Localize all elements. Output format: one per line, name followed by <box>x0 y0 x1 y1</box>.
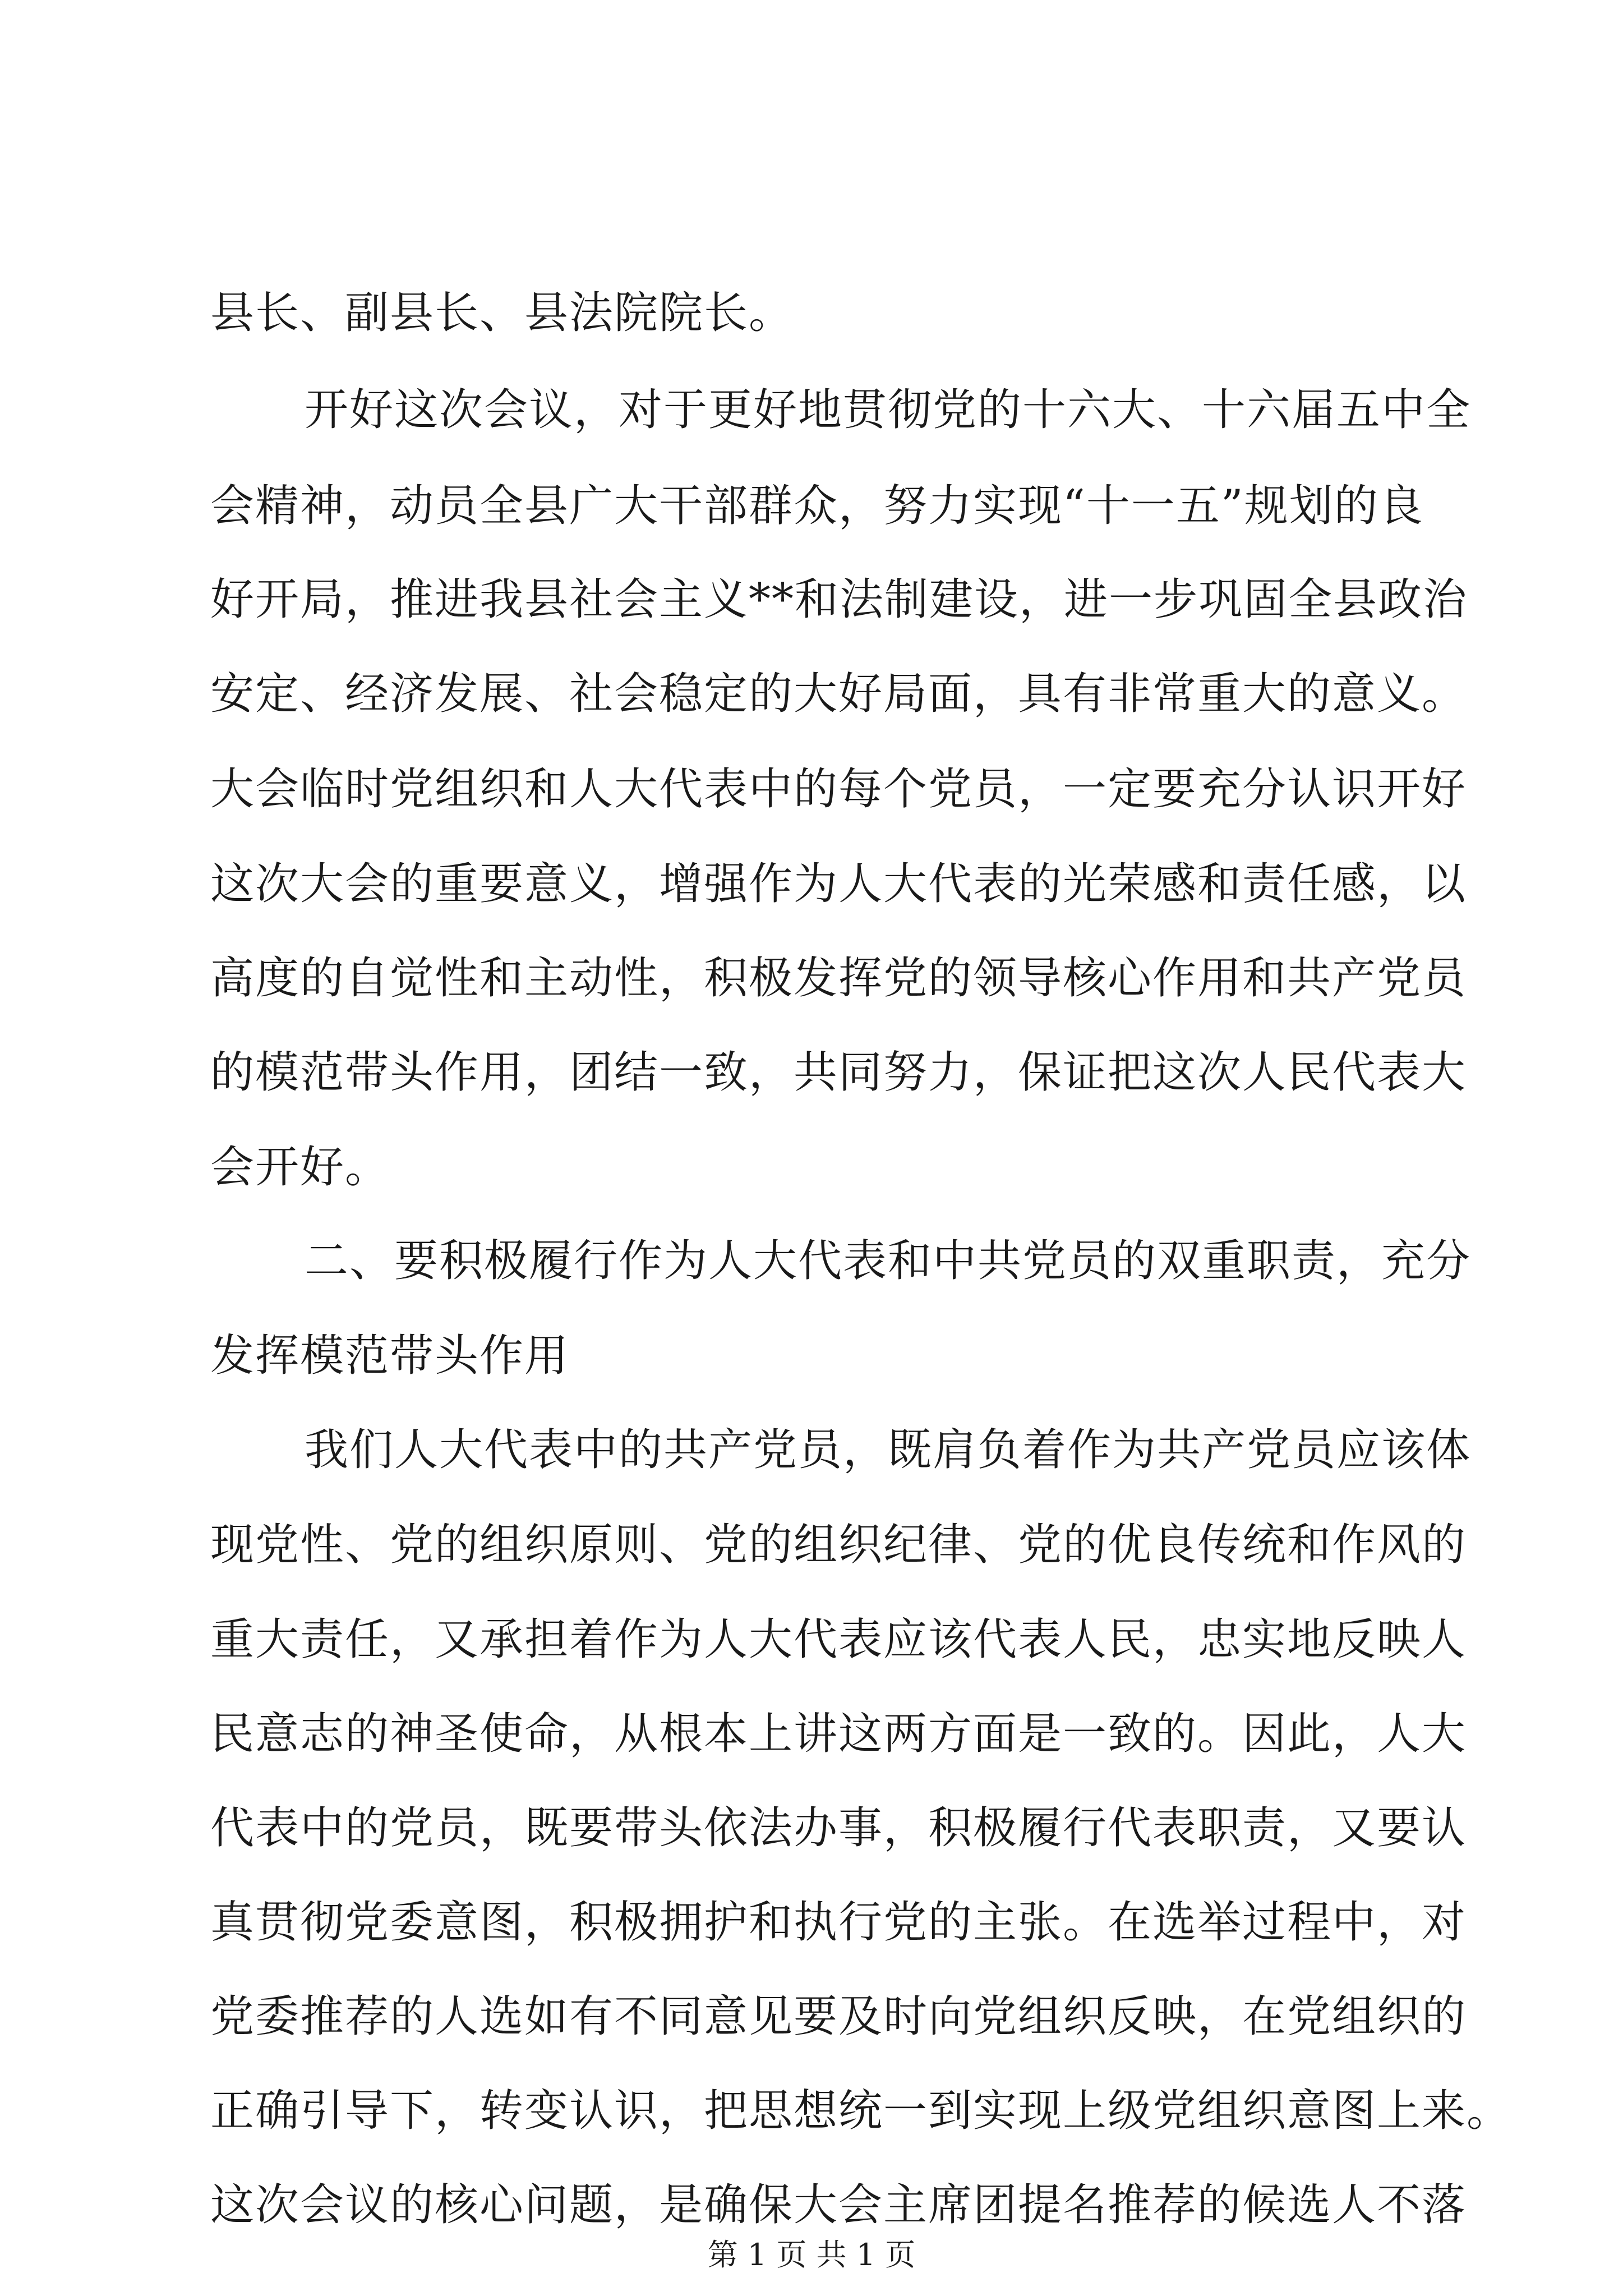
text-line-18: 真贯彻党委意图，积极拥护和执行党的主张。在选举过程中，对 <box>210 1897 1467 1948</box>
text-line-20: 正确引导下，转变认识，把思想统一到实现上级党组织意图上来。 <box>210 2086 1512 2136</box>
text-line-9: 的模范带头作用，团结一致，共同努力，保证把这次人民代表大 <box>210 1047 1467 1098</box>
text-line-17: 代表中的党员，既要带头依法办事，积极履行代表职责，又要认 <box>210 1803 1467 1853</box>
text-line-16: 民意志的神圣使命，从根本上讲这两方面是一致的。因此，人大 <box>210 1709 1467 1759</box>
text-line-14: 现党性、党的组织原则、党的组织纪律、党的优良传统和作风的 <box>210 1520 1467 1570</box>
text-line-10: 会开好。 <box>210 1142 390 1193</box>
text-line-15: 重大责任，又承担着作为人大代表应该代表人民，忠实地反映人 <box>210 1614 1467 1665</box>
text-line-4: 好开局，推进我县社会主义**和法制建设，进一步巩固全县政治 <box>210 574 1468 625</box>
text-line-6: 大会临时党组织和人大代表中的每个党员，一定要充分认识开好 <box>210 764 1467 815</box>
text-line-1: 县长、副县长、县法院院长。 <box>210 288 794 338</box>
page-number-footer: 第 1 页 共 1 页 <box>707 2237 916 2272</box>
text-line-5: 安定、经济发展、社会稳定的大好局面，具有非常重大的意义。 <box>210 669 1467 719</box>
text-line-12: 发挥模范带头作用 <box>210 1331 570 1381</box>
text-line-7: 这次大会的重要意义，增强作为人大代表的光荣感和责任感，以 <box>210 859 1467 909</box>
text-line-8: 高度的自觉性和主动性，积极发挥党的领导核心作用和共产党员 <box>210 953 1467 1004</box>
text-line-2: 开好这次会议，对于更好地贯彻党的十六大、十六届五中全 <box>305 385 1472 435</box>
text-line-3: 会精神，动员全县广大干部群众，努力实现“十一五”规划的良 <box>210 481 1424 531</box>
text-line-11: 二、要积极履行作为人大代表和中共党员的双重职责，充分 <box>305 1236 1472 1286</box>
text-line-19: 党委推荐的人选如有不同意见要及时向党组织反映，在党组织的 <box>210 1991 1467 2042</box>
text-line-13: 我们人大代表中的共产党员，既肩负着作为共产党员应该体 <box>305 1425 1472 1475</box>
text-line-21: 这次会议的核心问题，是确保大会主席团提名推荐的候选人不落 <box>210 2180 1467 2230</box>
